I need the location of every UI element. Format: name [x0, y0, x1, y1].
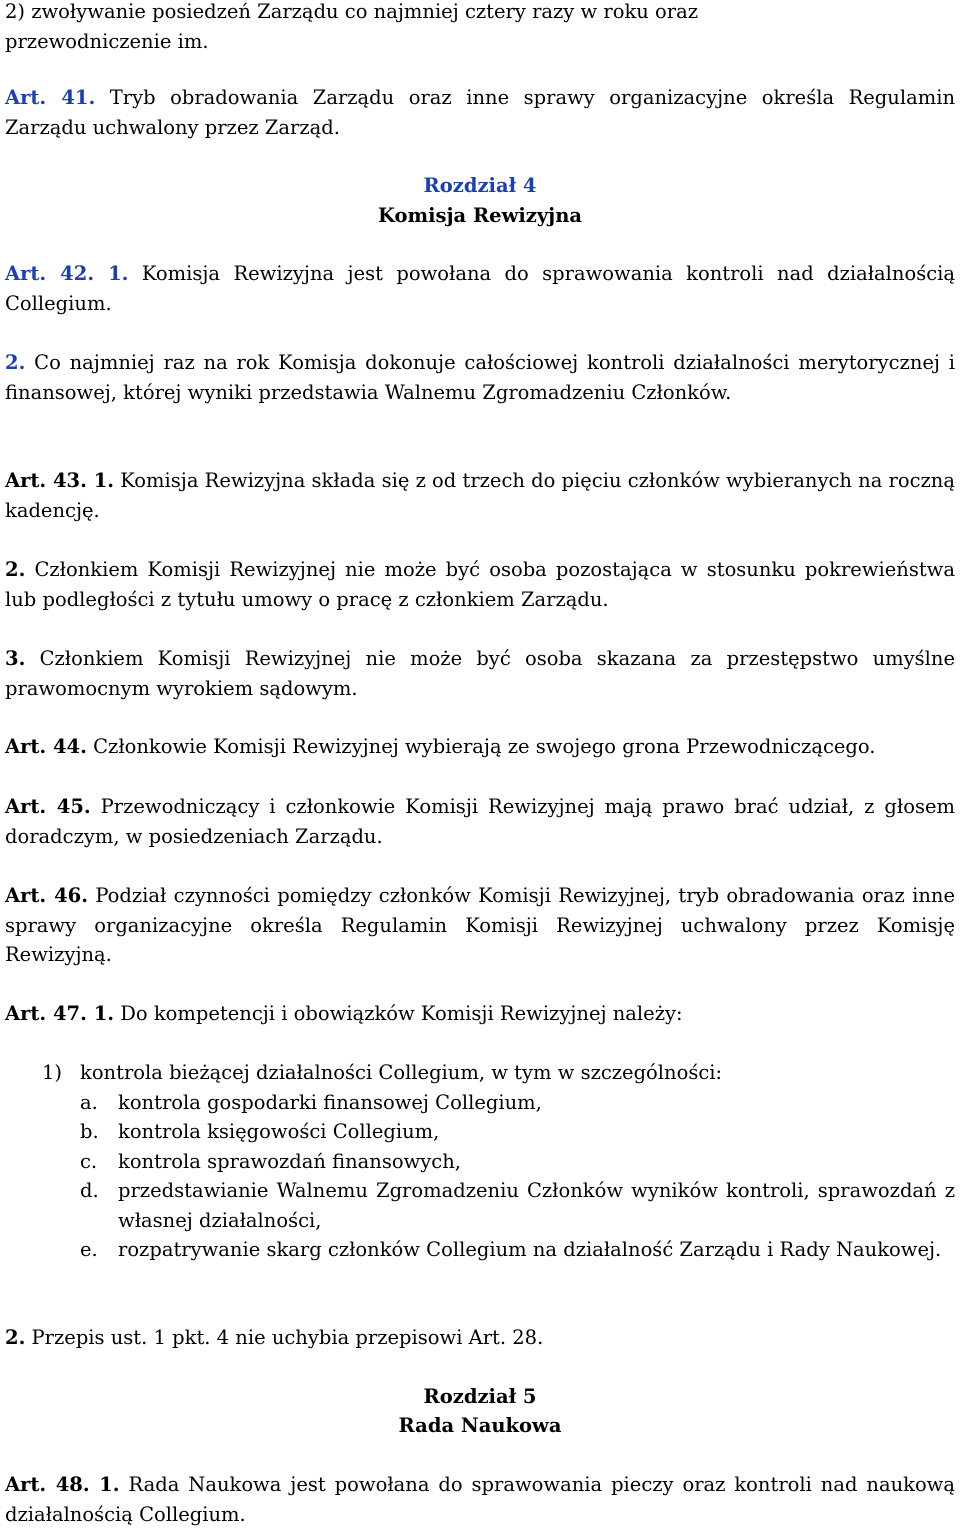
- list-item: [42, 1058, 955, 1088]
- sub-item-b-marker: b.: [80, 1120, 99, 1143]
- article-43-3: [5, 644, 955, 703]
- article-46: [5, 881, 955, 970]
- article-43-1: [5, 466, 955, 525]
- article-42-2-label: 2.: [5, 351, 26, 374]
- competence-list: [42, 1058, 955, 1265]
- item-2-line-1: 2) zwoływanie posiedzeń Zarządu co najmniej cztery razy w roku oraz: [5, 0, 698, 23]
- sub-list-item: [80, 1088, 955, 1118]
- sub-item-b-text: kontrola księgowości Collegium,: [118, 1120, 440, 1143]
- article-45-label: Art. 45.: [5, 795, 91, 818]
- article-41: [5, 83, 955, 142]
- sub-list-item: [80, 1176, 955, 1235]
- list-item-text: kontrola bieżącej działalności Collegium, w tym w szczególności:: [80, 1061, 723, 1084]
- list-item-marker: 1): [42, 1061, 63, 1084]
- article-42-2-text: Co najmniej raz na rok Komisja dokonuje całościowej kontroli działalności merytorycznej i finansowej, której wyniki przedstawia Walnemu Zgromadzeniu Członków.: [5, 351, 955, 404]
- article-44: [5, 732, 955, 762]
- article-44-label: Art. 44.: [5, 735, 87, 758]
- sub-item-e-marker: e.: [80, 1238, 98, 1261]
- article-43-label: Art. 43. 1.: [5, 469, 115, 492]
- article-43-2: [5, 555, 955, 614]
- sub-list-item: [80, 1147, 955, 1177]
- sub-list: [42, 1088, 955, 1265]
- article-46-text: Podział czynności pomiędzy członków Komisji Rewizyjnej, tryb obradowania oraz inne sprawy organizacyjne określa Regulamin Komisji Rewizyjnej uchwalony przez Komisję Rewizyjną.: [5, 884, 955, 966]
- sub-item-d-marker: d.: [80, 1179, 99, 1202]
- article-47-1-text: Do kompetencji i obowiązków Komisji Rewizyjnej należy:: [114, 1002, 683, 1025]
- sub-item-a-text: kontrola gospodarki finansowej Collegium,: [118, 1090, 542, 1114]
- article-42-label: Art. 42. 1.: [5, 262, 129, 285]
- item-2-line-2: przewodniczenie im.: [5, 29, 209, 53]
- article-42-1: [5, 259, 955, 318]
- sub-item-d-text: przedstawianie Walnemu Zgromadzeniu Członków wyników kontroli, sprawozdań z własnej działalności,: [118, 1179, 955, 1232]
- chapter-5-number: Rozdział 5: [423, 1385, 537, 1408]
- sub-item-c-text: kontrola sprawozdań finansowych,: [118, 1149, 461, 1173]
- article-48-1: [5, 1470, 955, 1529]
- chapter-4-number: Rozdział 4: [423, 174, 537, 197]
- paragraph-item-2: [5, 0, 955, 56]
- article-43-3-text: Członkiem Komisji Rewizyjnej nie może być osoba skazana za przestępstwo umyślne prawomocnym wyrokiem sądowym.: [5, 647, 955, 700]
- article-47-2-text: Przepis ust. 1 pkt. 4 nie uchybia przepisowi Art. 28.: [25, 1326, 544, 1349]
- article-48-label: Art. 48. 1.: [5, 1473, 120, 1496]
- article-45-text: Przewodniczący i członkowie Komisji Rewizyjnej mają prawo brać udział, z głosem doradczym, w posiedzeniach Zarządu.: [5, 795, 955, 848]
- article-47-1: [5, 999, 955, 1029]
- article-47-2-label: 2.: [5, 1326, 26, 1349]
- article-42-2: [5, 348, 955, 407]
- article-41-label: Art. 41.: [5, 86, 96, 109]
- article-43-3-label: 3.: [5, 647, 26, 670]
- article-42-1-text: Komisja Rewizyjna jest powołana do sprawowania kontroli nad działalnością Collegium.: [5, 262, 955, 315]
- article-43-1-text: Komisja Rewizyjna składa się z od trzech do pięciu członków wybieranych na roczną kadencję.: [5, 469, 955, 522]
- sub-list-item: [80, 1235, 955, 1265]
- sub-item-c-marker: c.: [80, 1149, 98, 1173]
- chapter-4-title: Komisja Rewizyjna: [377, 204, 583, 227]
- article-48-1-text: Rada Naukowa jest powołana do sprawowania pieczy oraz kontroli nad naukową działalnością Collegium.: [5, 1473, 955, 1526]
- article-45: [5, 792, 955, 851]
- article-46-label: Art. 46.: [5, 884, 89, 907]
- article-43-2-text: Członkiem Komisji Rewizyjnej nie może być osoba pozostająca w stosunku pokrewieństwa lub podległości z tytułu umowy o pracę z członkiem Zarządu.: [5, 558, 955, 611]
- article-41-text: Tryb obradowania Zarządu oraz inne sprawy organizacyjne określa Regulamin Zarządu uchwalony przez Zarząd.: [5, 86, 956, 139]
- sub-item-a-marker: a.: [80, 1090, 98, 1114]
- article-47-2: [5, 1323, 955, 1353]
- sub-item-e-text: rozpatrywanie skarg członków Collegium na działalność Zarządu i Rady Naukowej.: [118, 1238, 942, 1261]
- article-43-2-label: 2.: [5, 558, 26, 581]
- article-47-label: Art. 47. 1.: [5, 1002, 115, 1025]
- article-44-text: Członkowie Komisji Rewizyjnej wybierają ze swojego grona Przewodniczącego.: [86, 735, 876, 758]
- chapter-5-title: Rada Naukowa: [398, 1414, 562, 1437]
- sub-list-item: [80, 1117, 955, 1147]
